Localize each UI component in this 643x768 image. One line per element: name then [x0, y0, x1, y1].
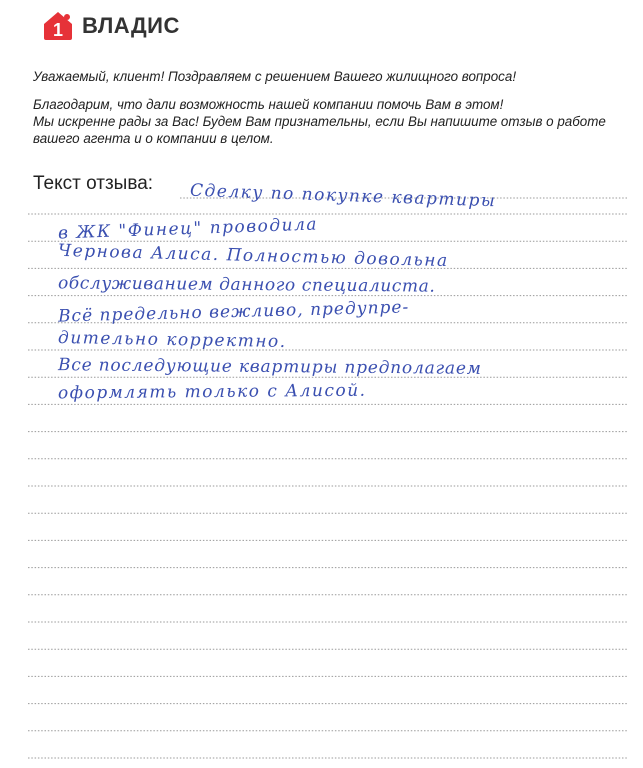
handwritten-line: оформлять только с Алисой.: [57, 380, 367, 404]
handwritten-line: дительно корректно.: [57, 328, 287, 352]
handwritten-line: Сделку по покупке квартиры: [189, 180, 497, 212]
handwritten-line: обслуживанием данного специалиста.: [57, 273, 436, 297]
handwritten-line: в ЖК "Финец" проводила: [57, 214, 319, 244]
review-heading: Текст отзыва:: [33, 173, 154, 194]
handwritten-line: Все последующие квартиры предполагаем: [57, 355, 482, 379]
handwritten-line: Всё предельно вежливо, предупре-: [57, 297, 410, 327]
intro-thanks: Благодарим, что дали возможность нашей компании помочь Вам в этом!: [33, 97, 504, 112]
intro-request: Мы искренне рады за Вас! Будем Вам признательны, если Вы напишите отзыв о работе: [33, 114, 606, 129]
logo-digit: 1: [52, 20, 64, 40]
intro-greeting: Уважаемый, клиент! Поздравляем с решением Вашего жилищного вопроса!: [33, 69, 517, 84]
company-name: ВЛАДИС: [82, 13, 180, 38]
handwritten-line: Чернова Алиса. Полностью довольна: [57, 240, 449, 272]
intro-request-cont: вашего агента и о компании в целом.: [33, 131, 274, 146]
